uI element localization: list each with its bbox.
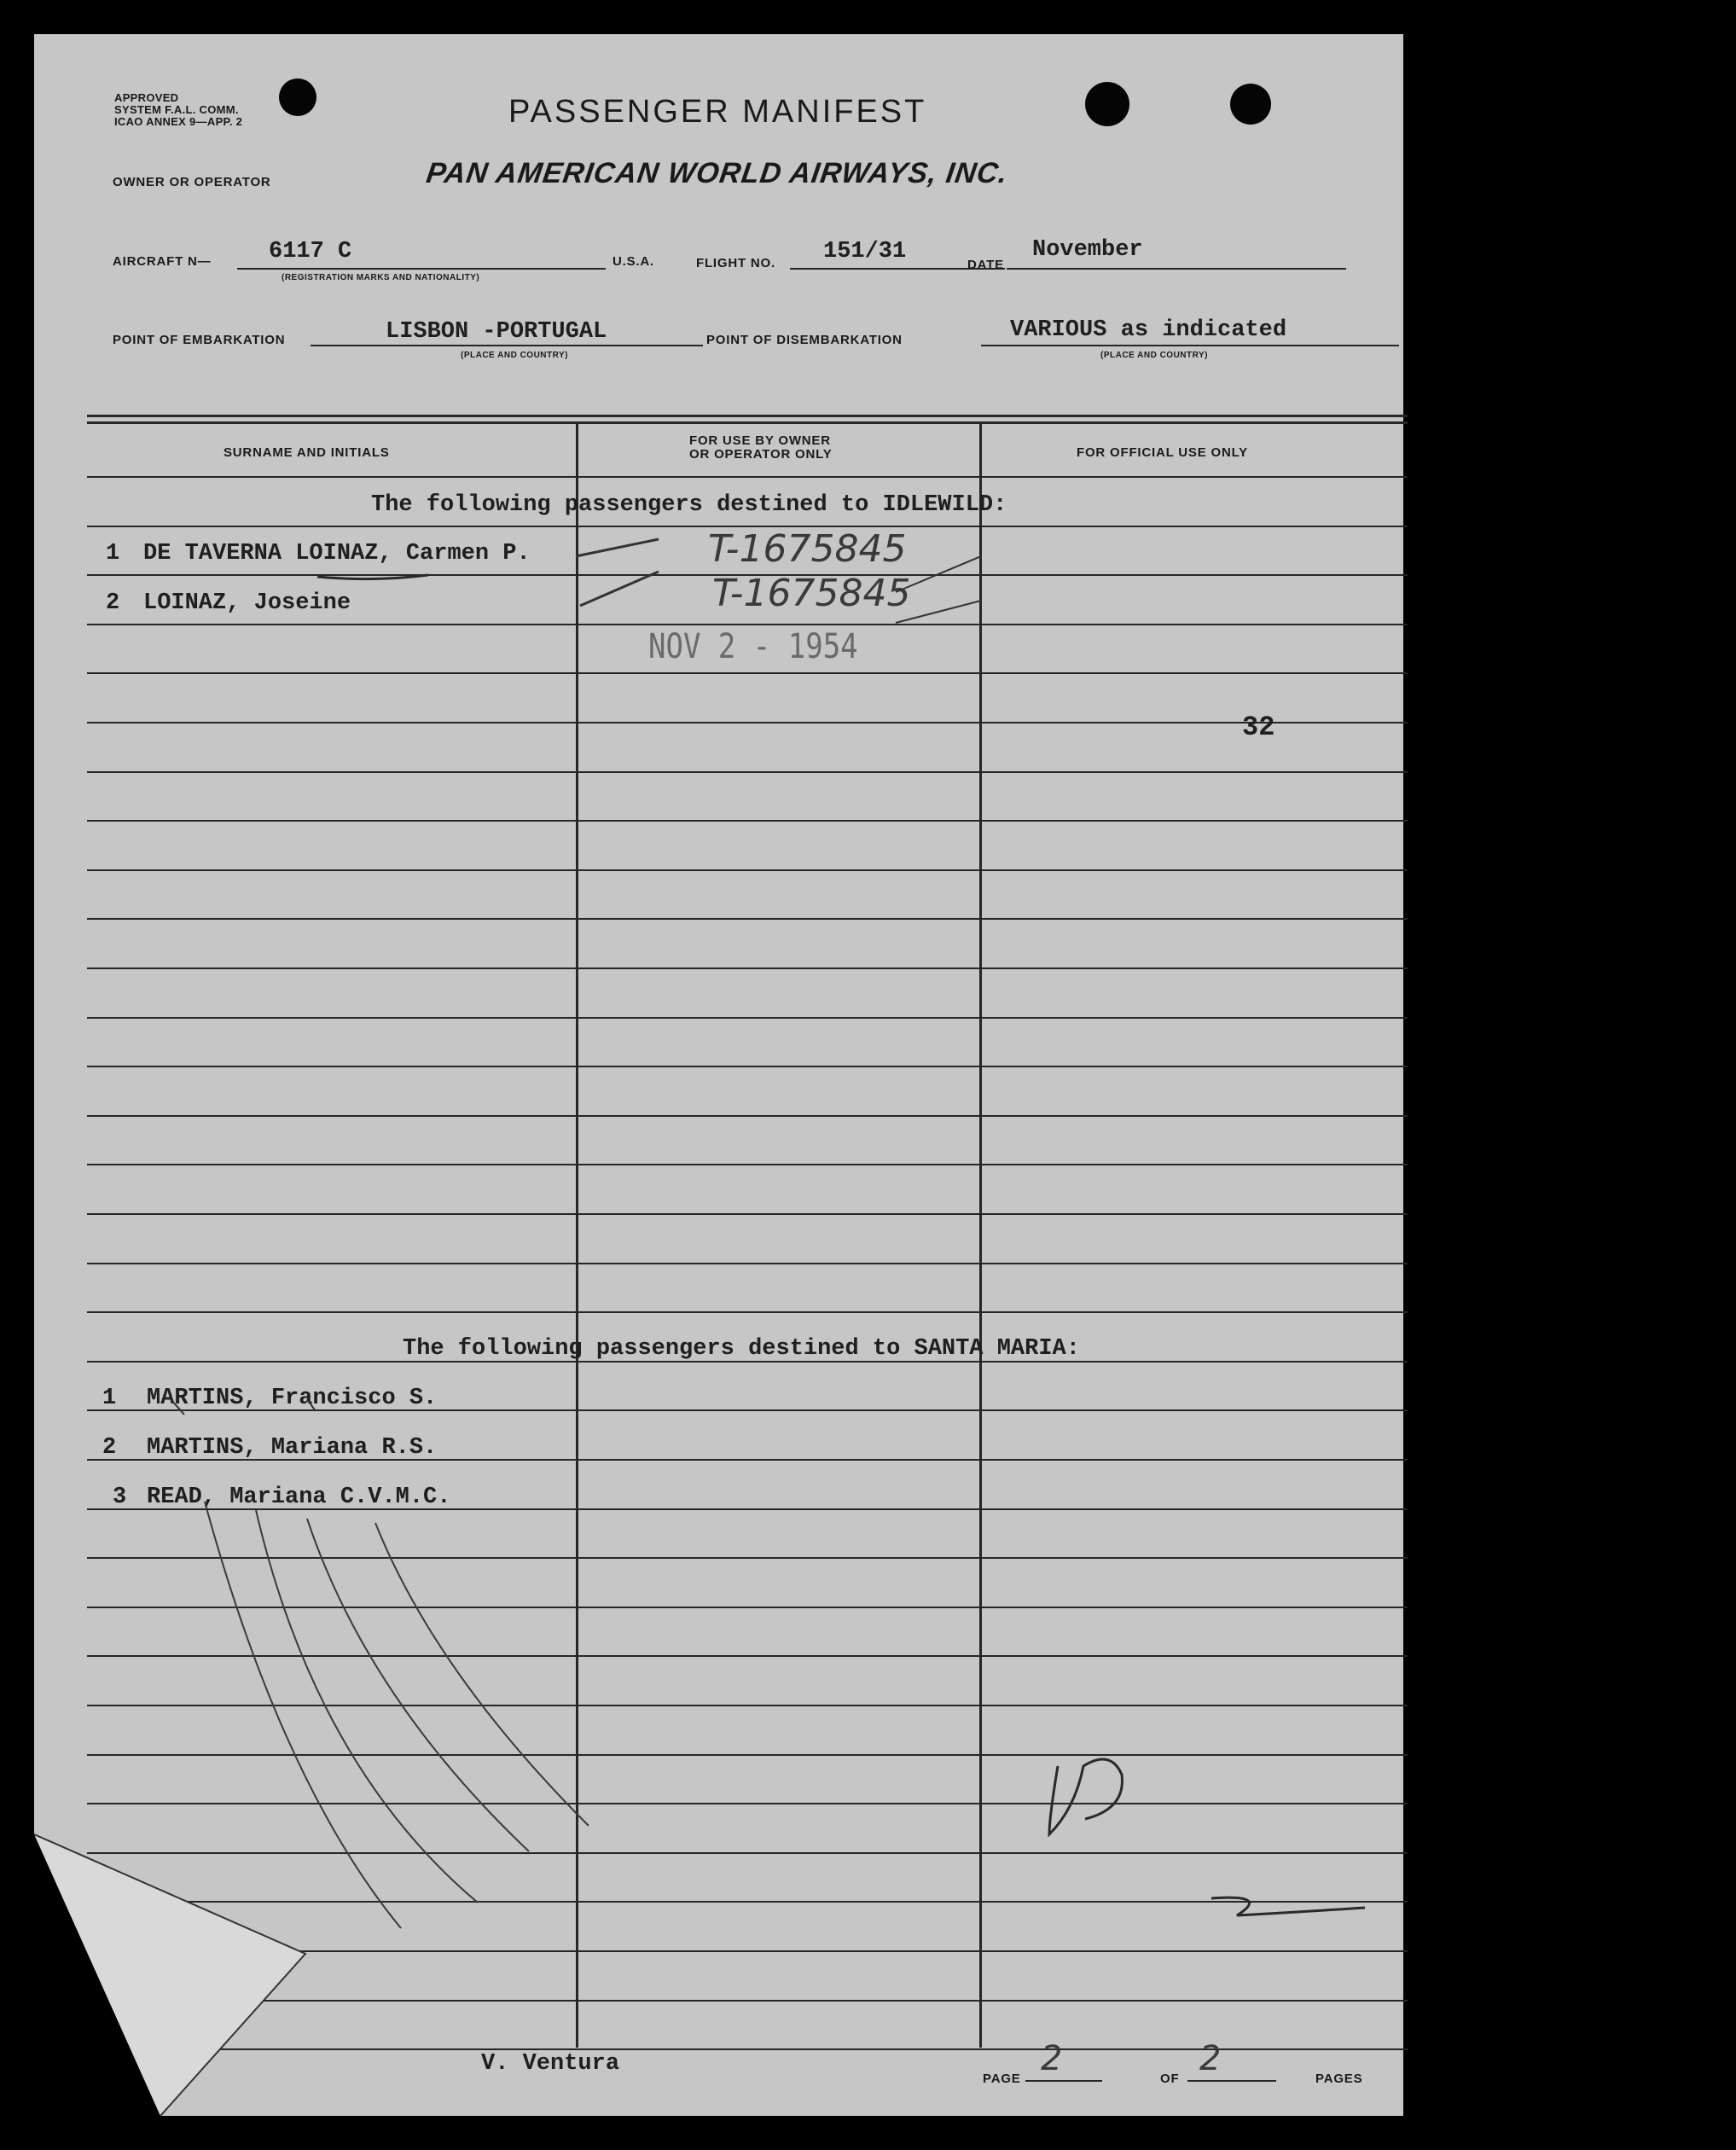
handwriting-overlay xyxy=(34,34,1403,2116)
aircraft-value: 6117 C xyxy=(269,239,352,264)
section-heading: The following passengers destined to SANTA MARIA: xyxy=(403,1336,1080,1362)
page-label: PAGE xyxy=(983,2072,1021,2086)
owner-value: PAN AMERICAN WORLD AIRWAYS, INC. xyxy=(424,157,1010,189)
operator-note: T-1675845 xyxy=(708,527,907,571)
page-value: 2 xyxy=(1041,2039,1063,2078)
column-header-operator: FOR USE BY OWNER xyxy=(689,433,831,448)
approval-line: SYSTEM F.A.L. COMM. xyxy=(114,103,239,116)
date-value: November xyxy=(1032,237,1143,263)
column-header-official: FOR OFFICIAL USE ONLY xyxy=(1077,445,1248,460)
passenger-number: 1 xyxy=(106,541,120,567)
approval-line: ICAO ANNEX 9—APP. 2 xyxy=(114,115,243,128)
disembark-label: POINT OF DISEMBARKATION xyxy=(706,333,903,347)
aircraft-label: AIRCRAFT N— xyxy=(113,254,212,269)
column-header-operator: OR OPERATOR ONLY xyxy=(689,447,833,462)
passenger-name: MARTINS, Mariana R.S. xyxy=(147,1435,438,1461)
owner-label: OWNER OR OPERATOR xyxy=(113,175,271,189)
passenger-name: MARTINS, Francisco S. xyxy=(147,1386,438,1411)
passenger-number: 1 xyxy=(102,1386,117,1411)
flight-label: FLIGHT NO. xyxy=(696,256,775,270)
date-label: DATE xyxy=(967,258,1004,272)
embark-value: LISBON -PORTUGAL xyxy=(386,319,607,345)
passenger-name: READ, Mariana C.V.M.C. xyxy=(147,1485,451,1510)
disembark-value: VARIOUS as indicated xyxy=(1010,317,1287,343)
page-title: PASSENGER MANIFEST xyxy=(508,94,927,130)
date-stamp: NOV 2 - 1954 xyxy=(648,627,858,666)
signature-name: V. Ventura xyxy=(481,2051,620,2077)
passenger-number: 3 xyxy=(113,1485,127,1510)
embark-label: POINT OF EMBARKATION xyxy=(113,333,286,347)
manifest-form xyxy=(34,34,1403,2116)
passenger-name: DE TAVERNA LOINAZ, Carmen P. xyxy=(143,541,531,567)
column-header-surname: SURNAME AND INITIALS xyxy=(224,445,390,460)
operator-note: T-1675845 xyxy=(712,572,911,615)
aircraft-sublabel: (REGISTRATION MARKS AND NATIONALITY) xyxy=(282,273,480,282)
pages-label: PAGES xyxy=(1315,2072,1363,2086)
approval-line: APPROVED xyxy=(114,91,179,104)
section-heading: The following passengers destined to IDLEWILD: xyxy=(371,492,1007,518)
passenger-number: 2 xyxy=(106,590,120,616)
official-number: 32 xyxy=(1242,712,1275,743)
usa-label: U.S.A. xyxy=(613,254,654,269)
passenger-number: 2 xyxy=(102,1435,117,1461)
passenger-name: LOINAZ, Joseine xyxy=(143,590,351,616)
embark-sublabel: (PLACE AND COUNTRY) xyxy=(461,351,568,360)
disembark-sublabel: (PLACE AND COUNTRY) xyxy=(1100,351,1208,360)
flight-value: 151/31 xyxy=(823,239,907,264)
of-value: 2 xyxy=(1199,2039,1222,2078)
of-label: OF xyxy=(1160,2072,1180,2086)
